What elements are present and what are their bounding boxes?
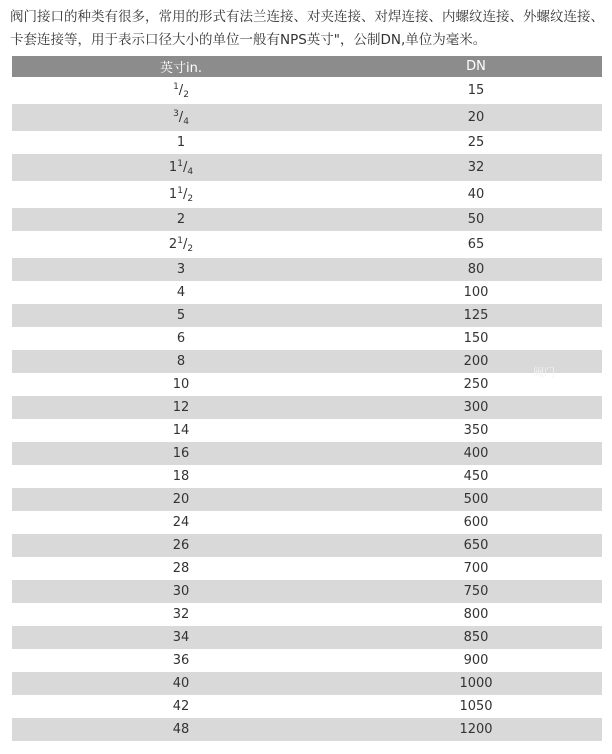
inch-value xyxy=(177,212,185,227)
inch-whole: 36 xyxy=(172,653,190,668)
cell-dn: 200 xyxy=(350,350,602,373)
inch-whole: 12 xyxy=(172,400,190,415)
cell-inch xyxy=(12,488,350,511)
cell-inch xyxy=(12,373,350,396)
cell-dn: 450 xyxy=(463,469,489,484)
inch-value xyxy=(173,653,190,668)
inch-value xyxy=(173,423,190,438)
inch-whole: 18 xyxy=(172,469,190,484)
inch-whole: 14 xyxy=(172,423,190,438)
cell-dn: 100 xyxy=(463,285,489,300)
inch-value xyxy=(169,237,193,252)
inch-value xyxy=(173,400,190,415)
cell-dn: 500 xyxy=(350,488,602,511)
fraction-slash: / xyxy=(178,109,184,125)
table-body xyxy=(12,77,602,741)
cell-dn: 900 xyxy=(463,653,489,668)
inch-whole: 1 xyxy=(168,159,178,175)
table-row xyxy=(12,181,602,208)
cell-inch xyxy=(12,649,350,672)
cell-inch xyxy=(12,327,350,350)
cell-dn: 650 xyxy=(350,534,602,557)
inch-whole: 28 xyxy=(172,561,190,576)
fraction-slash: / xyxy=(182,236,188,252)
cell-inch xyxy=(12,181,350,208)
cell-dn: 32 xyxy=(350,154,602,181)
cell-dn: 1200 xyxy=(350,718,602,741)
inch-value xyxy=(177,354,185,369)
inch-value xyxy=(173,630,190,645)
table-row xyxy=(12,442,602,465)
inch-whole: 6 xyxy=(176,331,186,346)
inch-whole: 30 xyxy=(172,584,190,599)
cell-dn: 1050 xyxy=(459,699,493,714)
cell-inch xyxy=(12,77,350,104)
size-conversion-table xyxy=(12,56,602,741)
cell-dn: 25 xyxy=(467,135,485,150)
cell-inch xyxy=(12,419,350,442)
inch-whole: 34 xyxy=(172,630,190,645)
cell-inch xyxy=(12,350,350,373)
inch-value xyxy=(173,722,190,737)
cell-inch xyxy=(12,281,350,304)
cell-inch xyxy=(12,131,350,154)
cell-dn: 850 xyxy=(350,626,602,649)
inch-denominator: 2 xyxy=(183,89,189,100)
inch-value xyxy=(173,377,190,392)
table-row xyxy=(12,718,602,741)
table-row xyxy=(12,327,602,350)
inch-denominator: 2 xyxy=(187,243,194,254)
table-row xyxy=(12,626,602,649)
cell-inch xyxy=(12,208,350,231)
cell-inch xyxy=(12,396,350,419)
fraction-slash: / xyxy=(182,186,188,202)
table-row xyxy=(12,77,602,104)
table-row xyxy=(12,488,602,511)
cell-dn: 65 xyxy=(467,237,485,252)
inch-whole: 48 xyxy=(172,722,190,737)
inch-whole: 26 xyxy=(172,538,190,553)
inch-whole: 4 xyxy=(176,285,186,300)
fraction-slash: / xyxy=(178,82,184,98)
table-row xyxy=(12,580,602,603)
inch-value xyxy=(173,699,190,714)
cell-inch xyxy=(12,695,350,718)
cell-dn: 125 xyxy=(350,304,602,327)
cell-inch xyxy=(12,258,350,281)
inch-whole: 2 xyxy=(176,212,186,227)
cell-inch xyxy=(12,672,350,695)
cell-inch xyxy=(12,231,350,258)
inch-whole: 10 xyxy=(172,377,190,392)
table-row xyxy=(12,258,602,281)
cell-dn: 700 xyxy=(463,561,489,576)
cell-inch xyxy=(12,154,350,181)
cell-inch xyxy=(12,465,350,488)
inch-value xyxy=(173,538,190,553)
cell-inch xyxy=(12,442,350,465)
inch-whole: 16 xyxy=(172,446,190,461)
cell-dn: 80 xyxy=(350,258,602,281)
inch-numerator: 3 xyxy=(173,108,179,119)
table-row xyxy=(12,350,602,373)
table-header-row xyxy=(12,56,602,77)
table-row xyxy=(12,603,602,626)
cell-inch xyxy=(12,534,350,557)
inch-whole: 3 xyxy=(176,262,186,277)
cell-dn: 800 xyxy=(463,607,489,622)
inch-whole: 40 xyxy=(172,676,190,691)
cell-inch xyxy=(12,580,350,603)
table-row xyxy=(12,154,602,181)
cell-dn: 400 xyxy=(350,442,602,465)
intro-paragraph: 阀门接口的种类有很多，常用的形式有法兰连接、对夹连接、对焊连接、内螺纹连接、外螺纹连接、卡套连接等，用于表示口径大小的单位一般有NPS英寸"，公制DN,单位为毫米。 xyxy=(10,9,604,48)
watermark-text: 阀门 xyxy=(533,366,555,379)
inch-denominator: 4 xyxy=(187,166,194,177)
inch-value xyxy=(173,584,190,599)
table-row xyxy=(12,534,602,557)
header-inch: 英寸in. xyxy=(12,56,350,77)
inch-whole: 20 xyxy=(172,492,190,507)
cell-inch xyxy=(12,104,350,131)
table-row xyxy=(12,511,602,534)
cell-dn: 15 xyxy=(467,83,485,98)
table-row xyxy=(12,131,602,154)
inch-value xyxy=(177,285,185,300)
inch-numerator: 1 xyxy=(173,81,179,92)
cell-inch xyxy=(12,557,350,580)
inch-value xyxy=(177,308,185,323)
table-row xyxy=(12,231,602,258)
inch-whole: 42 xyxy=(172,699,190,714)
cell-dn: 20 xyxy=(350,104,602,131)
cell-inch xyxy=(12,304,350,327)
inch-value xyxy=(177,262,185,277)
inch-numerator: 1 xyxy=(177,185,183,196)
inch-whole: 32 xyxy=(172,607,190,622)
table-row xyxy=(12,373,602,396)
inch-value xyxy=(177,135,185,150)
inch-whole: 1 xyxy=(168,186,178,202)
table-row xyxy=(12,419,602,442)
inch-value xyxy=(173,110,189,125)
inch-whole: 2 xyxy=(168,236,178,252)
inch-denominator: 2 xyxy=(187,193,194,204)
table-row xyxy=(12,104,602,131)
inch-numerator: 1 xyxy=(177,235,183,246)
inch-whole: 1 xyxy=(176,135,186,150)
cell-inch xyxy=(12,626,350,649)
header-dn: DN xyxy=(350,56,602,77)
cell-dn: 600 xyxy=(463,515,489,530)
inch-whole: 24 xyxy=(172,515,190,530)
cell-dn: 150 xyxy=(463,331,489,346)
inch-value xyxy=(169,187,193,202)
inch-value xyxy=(173,469,190,484)
inch-value xyxy=(173,561,190,576)
cell-dn: 1000 xyxy=(350,672,602,695)
table-row xyxy=(12,304,602,327)
table-row xyxy=(12,281,602,304)
table-row xyxy=(12,695,602,718)
fraction-slash: / xyxy=(182,159,188,175)
inch-value xyxy=(173,492,190,507)
inch-value xyxy=(173,676,190,691)
inch-numerator: 1 xyxy=(177,158,183,169)
inch-value xyxy=(173,607,190,622)
inch-value xyxy=(177,331,185,346)
cell-inch xyxy=(12,511,350,534)
table-row xyxy=(12,557,602,580)
inch-value xyxy=(173,83,189,98)
inch-value xyxy=(173,446,190,461)
table-row xyxy=(12,396,602,419)
table-row xyxy=(12,672,602,695)
cell-dn: 300 xyxy=(350,396,602,419)
cell-inch xyxy=(12,718,350,741)
table-row xyxy=(12,649,602,672)
cell-dn: 40 xyxy=(467,187,485,202)
cell-dn: 750 xyxy=(350,580,602,603)
inch-value xyxy=(169,160,193,175)
inch-denominator: 4 xyxy=(183,116,189,127)
table-row xyxy=(12,465,602,488)
table-row xyxy=(12,208,602,231)
cell-dn: 250 xyxy=(463,377,489,392)
inch-whole: 5 xyxy=(176,308,186,323)
inch-value xyxy=(173,515,190,530)
cell-inch xyxy=(12,603,350,626)
inch-whole: 8 xyxy=(176,354,186,369)
cell-dn: 50 xyxy=(350,208,602,231)
cell-dn: 350 xyxy=(463,423,489,438)
